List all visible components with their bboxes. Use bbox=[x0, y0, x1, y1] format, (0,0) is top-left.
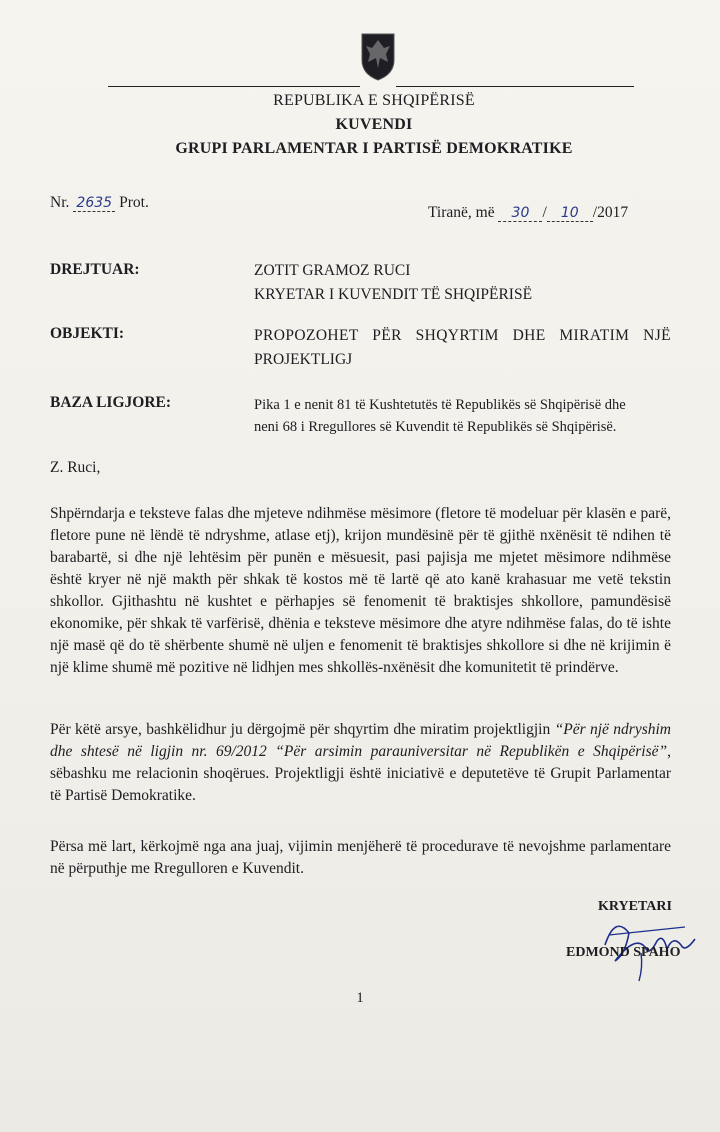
field-value-baza-2: neni 68 i Rregullores së Kuvendit të Republikës së Shqipërisë. bbox=[254, 419, 617, 435]
date-place: Tiranë, më bbox=[428, 204, 495, 221]
date-month: 10 bbox=[547, 205, 593, 222]
field-value-drejtuar-2: KRYETAR I KUVENDIT TË SHQIPËRISË bbox=[254, 286, 533, 303]
protocol-suffix: Prot. bbox=[119, 194, 149, 211]
page-number: 1 bbox=[356, 990, 364, 1006]
protocol-value: 2635 bbox=[73, 195, 115, 212]
date-sep: / bbox=[542, 204, 547, 221]
protocol-number bbox=[50, 194, 149, 212]
header-rule-right bbox=[396, 86, 634, 87]
field-value-baza-1: Pika 1 e nenit 81 të Kushtetutës të Republikës së Shqipërisë dhe bbox=[254, 397, 626, 413]
field-value-objekti-1: PROPOZOHET PËR SHQYRTIM DHE MIRATIM NJË bbox=[254, 327, 671, 344]
salutation: Z. Ruci, bbox=[50, 459, 101, 476]
date-line bbox=[428, 204, 628, 222]
header-assembly: KUVENDI bbox=[335, 116, 413, 133]
albanian-emblem-icon bbox=[358, 30, 398, 82]
field-label-baza: BAZA LIGJORE: bbox=[50, 394, 172, 411]
protocol-prefix: Nr. bbox=[50, 194, 70, 211]
header-rule-left bbox=[108, 86, 360, 87]
signatory-name: EDMOND SPAHO bbox=[566, 945, 681, 960]
paragraph-2 bbox=[50, 719, 671, 807]
paragraph-3: Përsa më lart, kërkojmë nga ana juaj, vijimin menjëherë të procedurave të nevojshme parlamentare në përputhje me Rregulloren e Kuvendit. bbox=[50, 838, 671, 877]
signature-title: KRYETARI bbox=[598, 899, 672, 914]
header-republic: REPUBLIKA E SHQIPËRISË bbox=[273, 92, 475, 109]
paragraph-2-text-a: Për këtë arsye, bashkëlidhur ju dërgojmë për shqyrtim dhe miratim projektligjin bbox=[50, 721, 555, 738]
paragraph-2-law-title: “Për një ndryshim dhe shtesë në ligjin nr. 69/2012 “Për arsimin parauniversitar në Republikën e Shqipërisë” bbox=[50, 721, 671, 760]
date-year: /2017 bbox=[592, 204, 629, 221]
paragraph-1: Shpërndarja e teksteve falas dhe mjeteve ndihmëse mësimore (fletore të modeluar për klasën e parë, fletore pune në lëndë të ndryshme, atlase etj), krijon mundësinë për të gjithë nxënësit të ndihen të barabartë, si dhe një lehtësim për punën e mësuesit, pasi pajisja me mjetet mësimore ndihmëse është kryer në një makth për shkak të kostos më të lartë që ato kanë krahasuar me vetë tekstin shkollor. Gjithashtu në kushtet e përhapjes së fenomenit të braktisjes shkollore, pamundësisë ekonomike, për shkak të varfërisë, dhënia e teksteve mësimore dhe atyre ndihmëse falas, do të ishte një masë që do të shërbente shumë në uljen e fenomenit të braktisjes shkollore si dhe në krijimin ë një klime shumë më pozitive në lidhjen mes shkollës-nxënësit dhe komunitetit të prindërve. bbox=[50, 505, 671, 676]
header-group: GRUPI PARLAMENTAR I PARTISË DEMOKRATIKE bbox=[175, 140, 573, 157]
date-day: 30 bbox=[498, 205, 542, 222]
field-value-drejtuar-1: ZOTIT GRAMOZ RUCI bbox=[254, 262, 411, 279]
field-value-objekti-2: PROJEKTLIGJ bbox=[254, 351, 353, 368]
field-label-objekti: OBJEKTI: bbox=[50, 325, 125, 342]
paragraph-2-text-c: , sëbashku me relacionin shoqërues. Projektligji është iniciativë e deputetëve të Grupit Parlamentar të Partisë Demokratike. bbox=[50, 743, 671, 804]
field-label-drejtuar: DREJTUAR: bbox=[50, 261, 140, 278]
